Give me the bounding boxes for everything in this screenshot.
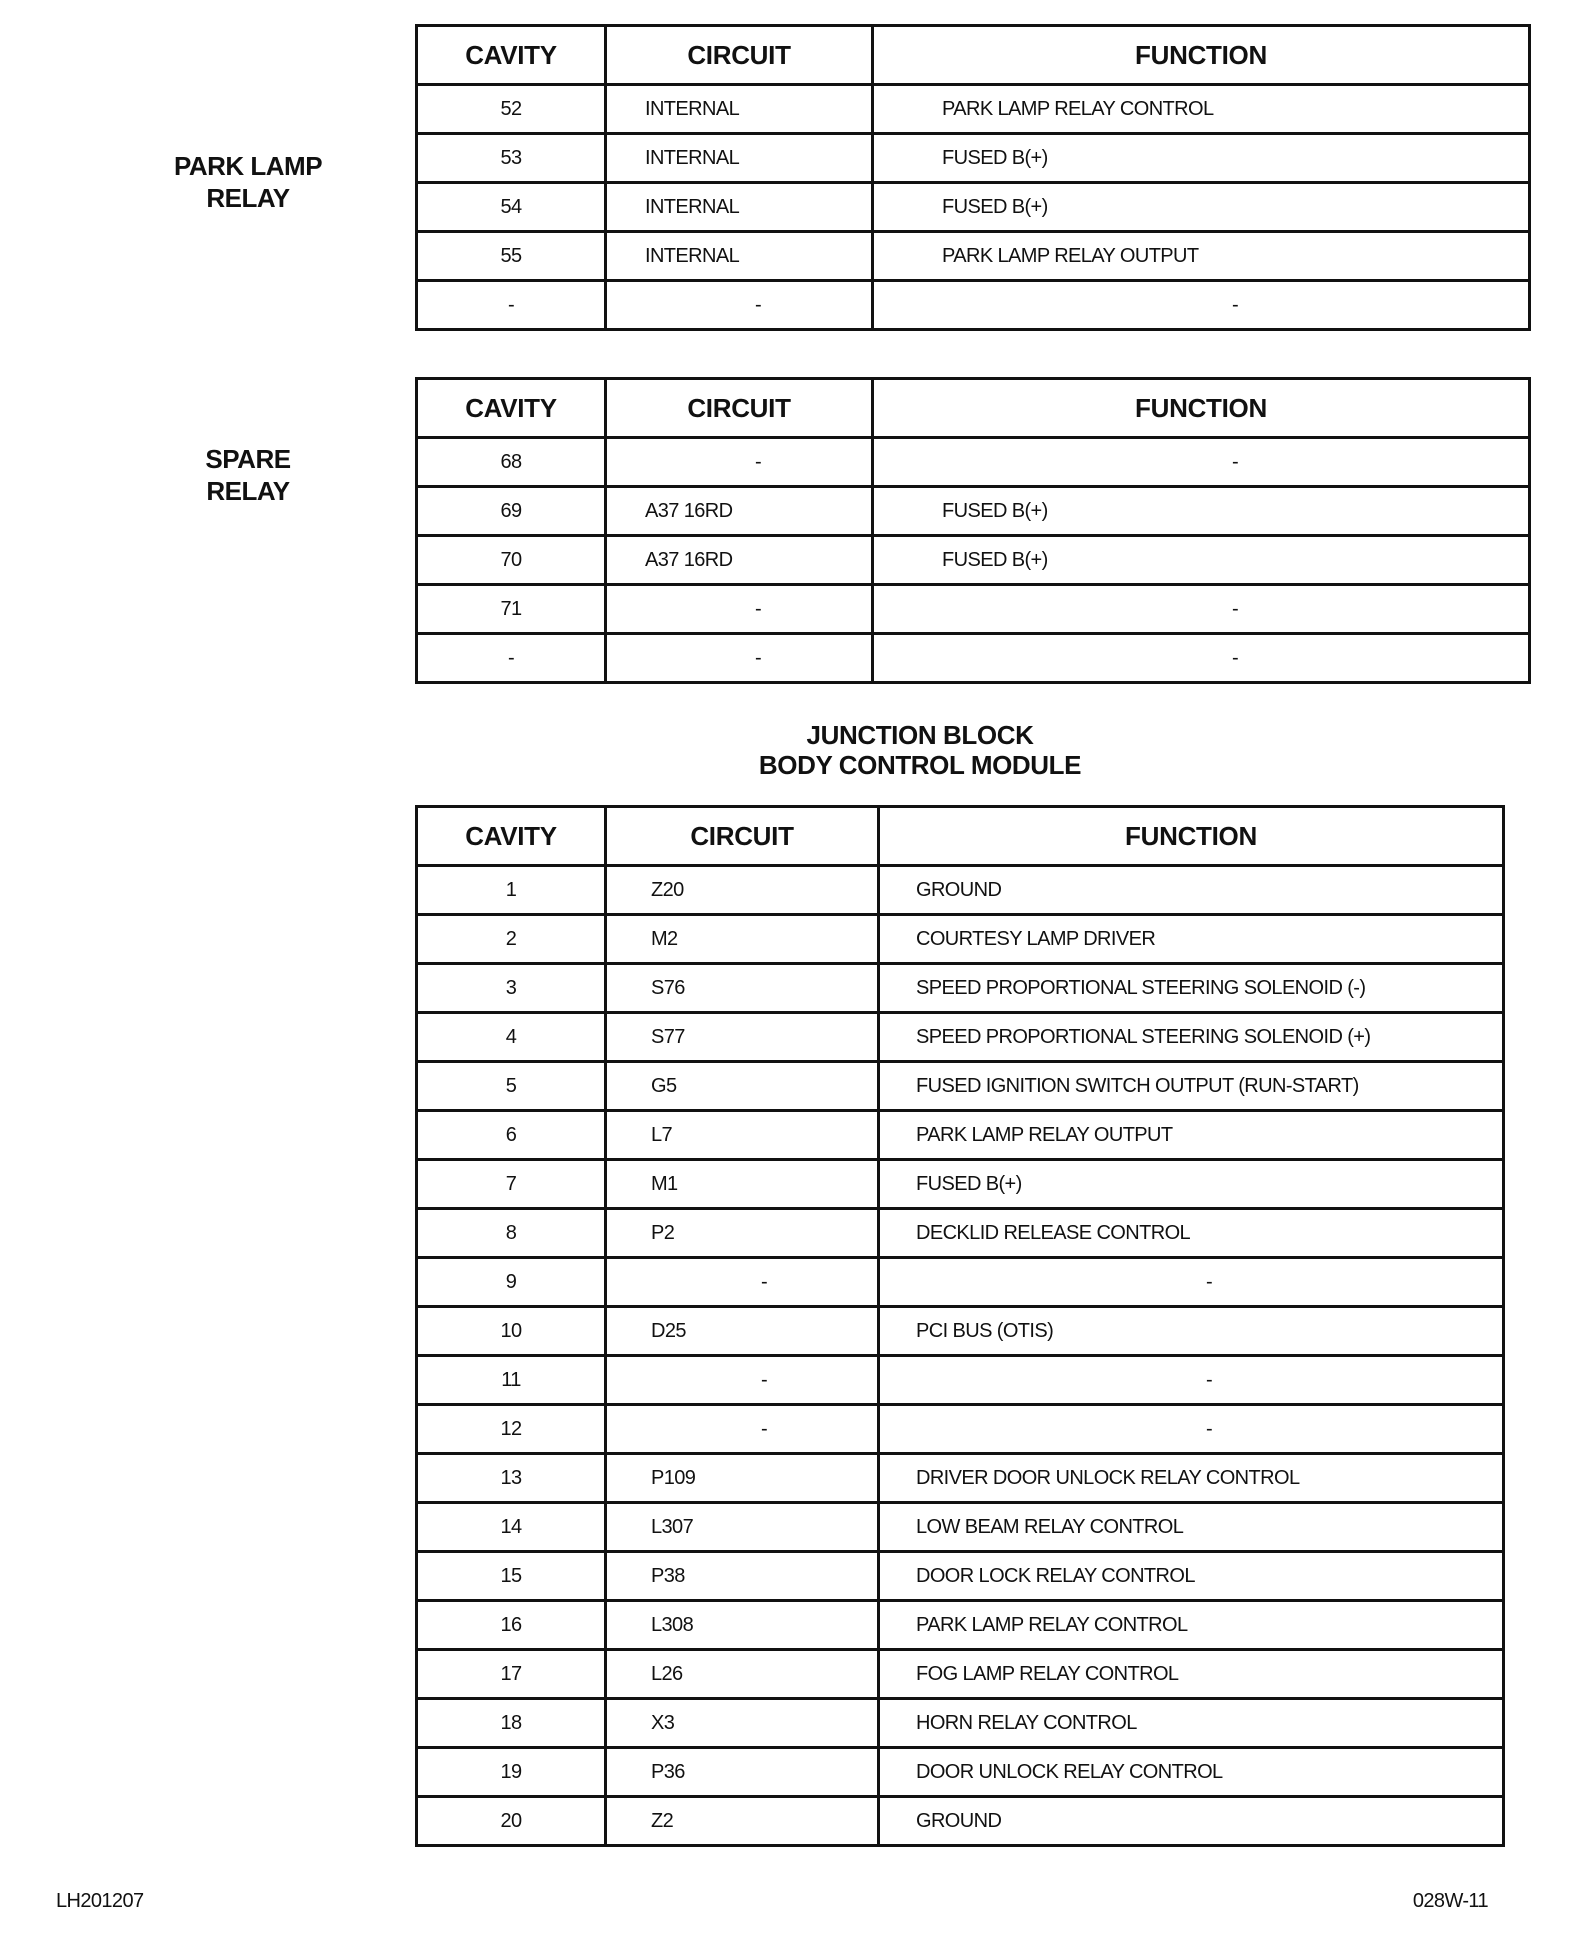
function-cell: PARK LAMP RELAY OUTPUT [879,1111,1504,1160]
header-circuit: CIRCUIT [606,807,879,866]
table-header-row [417,379,1530,438]
park-lamp-relay-label [118,150,378,214]
spare-relay-table [415,377,1531,684]
table-row [417,536,1530,585]
table-header-row [417,26,1530,85]
label-line-1: PARK LAMP [173,151,323,181]
table-row [417,1503,1504,1552]
circuit-cell: - [606,585,873,634]
circuit-cell: P109 [606,1454,879,1503]
function-cell: FUSED B(+) [873,487,1530,536]
circuit-cell: S77 [606,1013,879,1062]
circuit-cell: D25 [606,1307,879,1356]
circuit-cell: M1 [606,1160,879,1209]
function-cell: PARK LAMP RELAY CONTROL [879,1601,1504,1650]
circuit-cell: X3 [606,1699,879,1748]
table-row [417,915,1504,964]
cavity-cell: 54 [417,183,606,232]
table-row [417,1258,1504,1307]
cavity-cell: 14 [417,1503,606,1552]
circuit-cell: INTERNAL [606,85,873,134]
circuit-cell: - [606,281,873,330]
header-cavity: CAVITY [417,379,606,438]
table-row [417,232,1530,281]
header-cavity: CAVITY [417,26,606,85]
table-body [417,438,1530,683]
table-row [417,964,1504,1013]
table-row [417,183,1530,232]
table-row [417,1160,1504,1209]
function-cell: GROUND [879,1797,1504,1846]
table-row [417,1699,1504,1748]
function-cell: - [873,585,1530,634]
circuit-cell: - [606,1258,879,1307]
circuit-cell: INTERNAL [606,183,873,232]
circuit-cell: A37 16RD [606,536,873,585]
circuit-cell: S76 [606,964,879,1013]
footer-left-code: LH201207 [56,1890,144,1912]
table-row [417,134,1530,183]
cavity-cell: 3 [417,964,606,1013]
cavity-cell: 68 [417,438,606,487]
table-row [417,1650,1504,1699]
table-row [417,487,1530,536]
cavity-cell: 1 [417,866,606,915]
table-row [417,1209,1504,1258]
function-cell: FUSED B(+) [879,1160,1504,1209]
table-row [417,1111,1504,1160]
cavity-cell: 10 [417,1307,606,1356]
circuit-cell: P38 [606,1552,879,1601]
circuit-cell: Z20 [606,866,879,915]
function-cell: FUSED B(+) [873,134,1530,183]
function-cell: FUSED IGNITION SWITCH OUTPUT (RUN-START) [879,1062,1504,1111]
cavity-cell: 5 [417,1062,606,1111]
cavity-cell: 17 [417,1650,606,1699]
function-cell: SPEED PROPORTIONAL STEERING SOLENOID (+) [879,1013,1504,1062]
cavity-cell: 53 [417,134,606,183]
header-circuit: CIRCUIT [606,379,873,438]
cavity-cell: 2 [417,915,606,964]
cavity-cell: 71 [417,585,606,634]
function-cell: COURTESY LAMP DRIVER [879,915,1504,964]
circuit-cell: M2 [606,915,879,964]
function-cell: - [873,438,1530,487]
function-cell: HORN RELAY CONTROL [879,1699,1504,1748]
circuit-cell: Z2 [606,1797,879,1846]
table-row [417,438,1530,487]
cavity-cell: 19 [417,1748,606,1797]
function-cell: PARK LAMP RELAY OUTPUT [873,232,1530,281]
footer-right-code: 028W-11 [1412,1890,1488,1912]
header-function: FUNCTION [873,379,1530,438]
cavity-cell: 7 [417,1160,606,1209]
table-header-row [417,807,1504,866]
heading-line-1: JUNCTION BLOCK [806,720,1034,750]
function-cell: DRIVER DOOR UNLOCK RELAY CONTROL [879,1454,1504,1503]
function-cell: FUSED B(+) [873,536,1530,585]
table-row [417,1797,1504,1846]
circuit-cell: INTERNAL [606,134,873,183]
function-cell: LOW BEAM RELAY CONTROL [879,1503,1504,1552]
circuit-cell: L7 [606,1111,879,1160]
table-row [417,281,1530,330]
circuit-cell: G5 [606,1062,879,1111]
cavity-cell: 6 [417,1111,606,1160]
cavity-cell: 69 [417,487,606,536]
circuit-cell: - [606,634,873,683]
park-lamp-relay-table [415,24,1531,331]
function-cell: FOG LAMP RELAY CONTROL [879,1650,1504,1699]
table-row [417,1601,1504,1650]
function-cell: GROUND [879,866,1504,915]
circuit-cell: P2 [606,1209,879,1258]
table-row [417,1405,1504,1454]
table-row [417,1062,1504,1111]
function-cell: SPEED PROPORTIONAL STEERING SOLENOID (-) [879,964,1504,1013]
junction-block-table [415,805,1505,1847]
cavity-cell: 18 [417,1699,606,1748]
circuit-cell: L307 [606,1503,879,1552]
cavity-cell: 4 [417,1013,606,1062]
cavity-cell: 52 [417,85,606,134]
label-line-2: RELAY [206,476,290,506]
table-row [417,85,1530,134]
function-cell: DOOR LOCK RELAY CONTROL [879,1552,1504,1601]
function-cell: - [879,1258,1504,1307]
circuit-cell: - [606,1356,879,1405]
table-row [417,585,1530,634]
header-circuit: CIRCUIT [606,26,873,85]
function-cell: DOOR UNLOCK RELAY CONTROL [879,1748,1504,1797]
circuit-cell: - [606,1405,879,1454]
cavity-cell: 13 [417,1454,606,1503]
label-line-2: RELAY [206,183,290,213]
function-cell: PARK LAMP RELAY CONTROL [873,85,1530,134]
table-row [417,1307,1504,1356]
cavity-cell: - [417,281,606,330]
function-cell: DECKLID RELEASE CONTROL [879,1209,1504,1258]
cavity-cell: 70 [417,536,606,585]
table-body [417,866,1504,1846]
table-row [417,1552,1504,1601]
cavity-cell: 20 [417,1797,606,1846]
table-row [417,1748,1504,1797]
cavity-cell: 15 [417,1552,606,1601]
circuit-cell: A37 16RD [606,487,873,536]
table-row [417,866,1504,915]
header-cavity: CAVITY [417,807,606,866]
cavity-cell: 55 [417,232,606,281]
table-row [417,1454,1504,1503]
table-row [417,1356,1504,1405]
circuit-cell: L26 [606,1650,879,1699]
function-cell: FUSED B(+) [873,183,1530,232]
function-cell: - [879,1405,1504,1454]
junction-block-heading [415,720,1425,780]
cavity-cell: 9 [417,1258,606,1307]
label-line-1: SPARE [205,444,291,474]
function-cell: - [873,634,1530,683]
cavity-cell: - [417,634,606,683]
function-cell: PCI BUS (OTIS) [879,1307,1504,1356]
function-cell: - [879,1356,1504,1405]
header-function: FUNCTION [873,26,1530,85]
circuit-cell: - [606,438,873,487]
header-function: FUNCTION [879,807,1504,866]
table-row [417,634,1530,683]
cavity-cell: 12 [417,1405,606,1454]
circuit-cell: P36 [606,1748,879,1797]
cavity-cell: 16 [417,1601,606,1650]
cavity-cell: 11 [417,1356,606,1405]
spare-relay-label [118,443,378,507]
cavity-cell: 8 [417,1209,606,1258]
circuit-cell: L308 [606,1601,879,1650]
table-row [417,1013,1504,1062]
circuit-cell: INTERNAL [606,232,873,281]
function-cell: - [873,281,1530,330]
table-body [417,85,1530,330]
heading-line-2: BODY CONTROL MODULE [758,750,1082,780]
